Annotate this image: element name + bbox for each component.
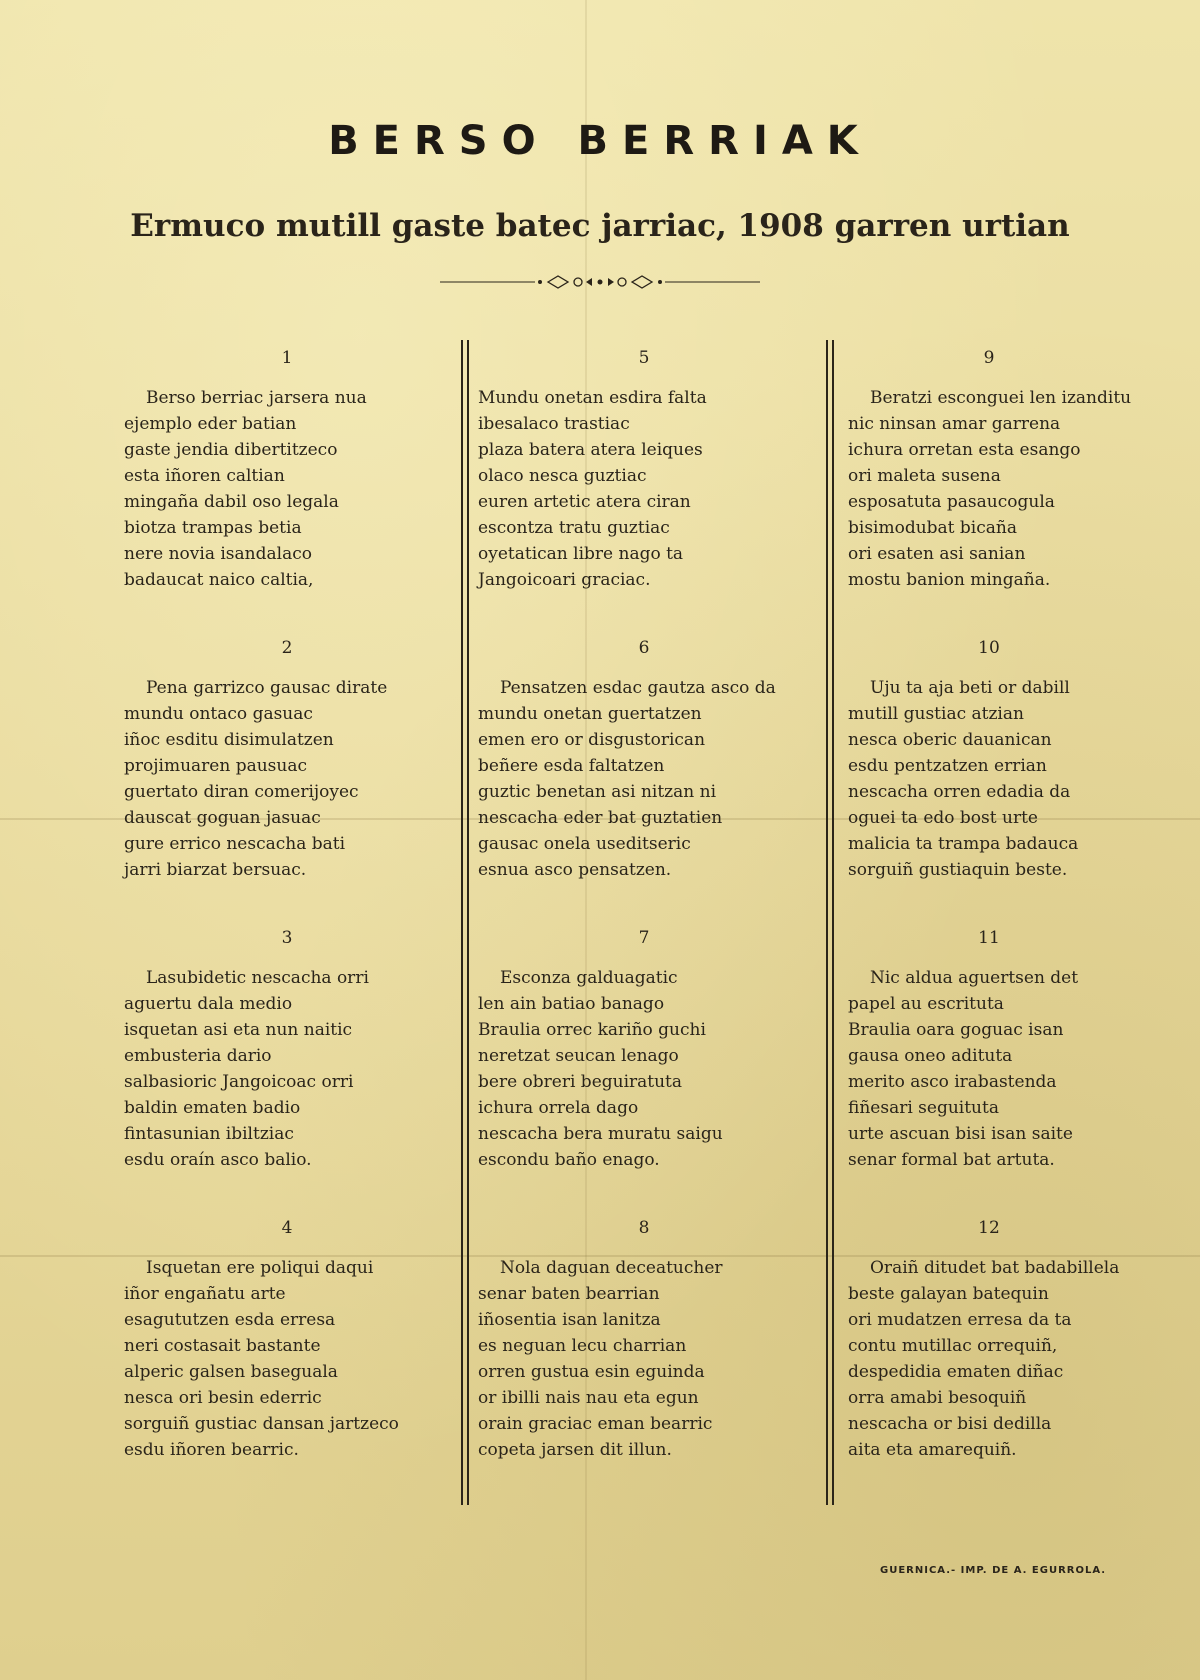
verse-line: esagututzen esda erresa [124, 1310, 336, 1330]
verse-line: euren artetic atera ciran [478, 492, 691, 512]
verse-line: nescacha bera muratu saigu [478, 1124, 723, 1144]
verse-line: nescacha eder bat guztatien [478, 808, 723, 828]
verse-line: mundu onetan guertatzen [478, 704, 702, 724]
stanza-12 [810, 1215, 1130, 1505]
stanza-1 [110, 345, 450, 635]
stanza-number: 5 [638, 348, 650, 368]
verse-line: Braulia orrec kariño guchi [478, 1020, 706, 1040]
stanza-3 [110, 925, 450, 1215]
verse-line: Esconza galduagatic [500, 968, 678, 988]
verse-line: ichura orrela dago [478, 1098, 639, 1118]
verse-line: escondu baño enago. [478, 1150, 660, 1170]
stanza-10 [810, 635, 1130, 925]
verse-line: esposatuta pasaucogula [848, 492, 1055, 512]
printer-imprint: GUERNICA.- IMP. DE A. EGURROLA. [880, 1565, 1107, 1576]
verse-line: ori mudatzen erresa da ta [848, 1310, 1072, 1330]
verse-line: esta iñoren caltian [124, 466, 285, 486]
verse-line: gaste jendia dibertitzeco [124, 440, 338, 460]
verse-line: bere obreri beguiratuta [478, 1072, 683, 1092]
stanza-number: 6 [638, 638, 650, 658]
verse-line: ori maleta susena [848, 466, 1001, 486]
verse-line: mostu banion mingaña. [848, 570, 1051, 590]
verse-line: oyetatican libre nago ta [478, 544, 684, 564]
stanza-4 [110, 1215, 450, 1505]
verse-line: ibesalaco trastiac [478, 414, 630, 434]
verse-line: mutill gustiac atzian [848, 704, 1024, 724]
verse-line: mingaña dabil oso legala [124, 492, 339, 512]
page-subtitle: Ermuco mutill gaste batec jarriac, 1908 garren urtian [130, 208, 1070, 244]
stanza-2 [110, 635, 450, 925]
verse-line: embusteria dario [124, 1046, 272, 1066]
verse-line: fintasunian ibiltziac [124, 1124, 294, 1144]
verse-line: Oraiñ ditudet bat badabillela [870, 1258, 1120, 1278]
verse-line: neri costasait bastante [124, 1336, 321, 1356]
verse-line: len ain batiao banago [478, 994, 665, 1014]
verse-line: copeta jarsen dit illun. [478, 1440, 672, 1460]
verse-line: ichura orretan esta esango [848, 440, 1081, 460]
stanza-grid [110, 345, 1130, 1505]
verse-line: esdu oraín asco balio. [124, 1150, 312, 1170]
stanza-number: 11 [978, 928, 1000, 948]
verse-line: iñoc esditu disimulatzen [124, 730, 334, 750]
verse-line: nescacha or bisi dedilla [848, 1414, 1052, 1434]
stanza-number: 2 [281, 638, 293, 658]
verse-line: badaucat naico caltia, [124, 570, 314, 590]
stanza-7 [450, 925, 810, 1215]
verse-line: olaco nesca guztiac [478, 466, 647, 486]
verse-line: merito asco irabastenda [848, 1072, 1057, 1092]
verse-line: esdu iñoren bearric. [124, 1440, 299, 1460]
verse-line: aita eta amarequiñ. [848, 1440, 1017, 1460]
verse-line: nescacha orren edadia da [848, 782, 1071, 802]
stanza-number: 3 [281, 928, 293, 948]
verse-line: sorguiñ gustiac dansan jartzeco [124, 1414, 399, 1434]
verse-line: gure errico nescacha bati [124, 834, 346, 854]
verse-line: senar formal bat artuta. [848, 1150, 1055, 1170]
verse-line: Braulia oara goguac isan [848, 1020, 1064, 1040]
verse-line: plaza batera atera leiques [478, 440, 703, 460]
stanza-number: 7 [638, 928, 650, 948]
verse-line: orain graciac eman bearric [478, 1414, 713, 1434]
stanza-number: 4 [281, 1218, 293, 1238]
verse-line: orren gustua esin eguinda [478, 1362, 705, 1382]
stanza-number: 9 [983, 348, 995, 368]
verse-line: beñere esda faltatzen [478, 756, 665, 776]
verse-line: Nic aldua aguertsen det [870, 968, 1079, 988]
verse-line: beste galayan batequin [848, 1284, 1049, 1304]
verse-line: nesca ori besin ederric [124, 1388, 322, 1408]
verse-line: papel au escrituta [848, 994, 1004, 1014]
verse-line: biotza trampas betia [124, 518, 302, 538]
stanza-number: 8 [638, 1218, 650, 1238]
verse-line: jarri biarzat bersuac. [124, 860, 307, 880]
verse-line: alperic galsen baseguala [124, 1362, 338, 1382]
verse-line: sorguiñ gustiaquin beste. [848, 860, 1068, 880]
verse-line: gausa oneo adituta [848, 1046, 1013, 1066]
stanza-number: 12 [978, 1218, 1000, 1238]
verse-line: fiñesari seguituta [848, 1098, 999, 1118]
verse-line: Uju ta aja beti or dabill [870, 678, 1070, 698]
verse-line: neretzat seucan lenago [478, 1046, 679, 1066]
stanza-8 [450, 1215, 810, 1505]
verse-line: ejemplo eder batian [124, 414, 297, 434]
verse-line: guertato diran comerijoyec [124, 782, 359, 802]
stanza-number: 10 [978, 638, 1000, 658]
verse-line: salbasioric Jangoicoac orri [124, 1072, 354, 1092]
verse-line: Pensatzen esdac gautza asco da [500, 678, 776, 698]
verse-line: mundu ontaco gasuac [124, 704, 313, 724]
verse-line: Isquetan ere poliqui daqui [146, 1258, 374, 1278]
verse-line: esdu pentzatzen errian [848, 756, 1047, 776]
verse-line: dauscat goguan jasuac [124, 808, 321, 828]
verse-line: malicia ta trampa badauca [848, 834, 1079, 854]
verse-line: esnua asco pensatzen. [478, 860, 672, 880]
verse-line: or ibilli nais nau eta egun [478, 1388, 699, 1408]
verse-line: escontza tratu guztiac [478, 518, 670, 538]
verse-line: projimuaren pausuac [124, 756, 307, 776]
verse-line: gausac onela useditseric [478, 834, 691, 854]
stanza-11 [810, 925, 1130, 1215]
verse-line: despedidia ematen diñac [848, 1362, 1064, 1382]
verse-line: emen ero or disgustorican [478, 730, 706, 750]
verse-line: Lasubidetic nescacha orri [146, 968, 369, 988]
verse-line: nere novia isandalaco [124, 544, 312, 564]
verse-line: Jangoicoari graciac. [478, 570, 651, 590]
verse-line: orra amabi besoquiñ [848, 1388, 1027, 1408]
verse-line: guztic benetan asi nitzan ni [478, 782, 716, 802]
verse-line: oguei ta edo bost urte [848, 808, 1038, 828]
verse-line: Nola daguan deceatucher [500, 1258, 723, 1278]
verse-line: urte ascuan bisi isan saite [848, 1124, 1073, 1144]
stanza-6 [450, 635, 810, 925]
verse-line: isquetan asi eta nun naitic [124, 1020, 353, 1040]
verse-line: Berso berriac jarsera nua [146, 388, 367, 408]
page-title: BERSO BERRIAK [328, 118, 872, 164]
verse-line: baldin ematen badio [124, 1098, 301, 1118]
ornamental-divider [0, 270, 1200, 298]
verse-line: senar baten bearrian [478, 1284, 660, 1304]
verse-line: Beratzi esconguei len izanditu [870, 388, 1132, 408]
verse-line: Mundu onetan esdira falta [478, 388, 707, 408]
verse-line: aguertu dala medio [124, 994, 293, 1014]
verse-line: ori esaten asi sanian [848, 544, 1026, 564]
verse-line: contu mutillac orrequiñ, [848, 1336, 1058, 1356]
verse-line: nesca oberic dauanican [848, 730, 1052, 750]
stanza-number: 1 [281, 348, 293, 368]
verse-line: es neguan lecu charrian [478, 1336, 687, 1356]
verse-line: bisimodubat bicaña [848, 518, 1017, 538]
verse-line: iñor engañatu arte [124, 1284, 286, 1304]
verse-line: iñosentia isan lanitza [478, 1310, 661, 1330]
stanza-9 [810, 345, 1130, 635]
verse-line: Pena garrizco gausac dirate [146, 678, 388, 698]
stanza-5 [450, 345, 810, 635]
ornament-flourish-icon [440, 270, 760, 294]
verse-line: nic ninsan amar garrena [848, 414, 1061, 434]
